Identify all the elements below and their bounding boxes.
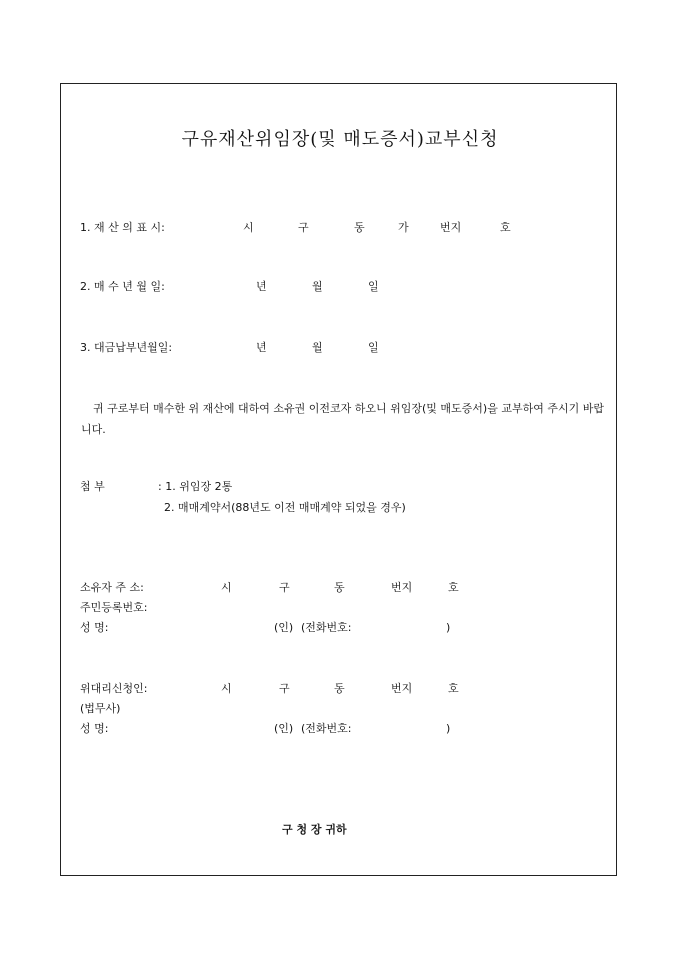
sale-date-year: 년 <box>256 280 267 293</box>
page-title: 구유재산위임장(및 매도증서)교부신청 <box>181 129 499 150</box>
payment-date-year: 년 <box>256 341 267 354</box>
owner-ho: 호 <box>448 581 459 594</box>
agent-phone-label: (전화번호: <box>301 722 352 735</box>
agent-si: 시 <box>221 682 232 695</box>
owner-address-label: 소유자 주 소: <box>80 581 144 594</box>
property-si: 시 <box>243 221 254 234</box>
owner-dong: 동 <box>334 581 345 594</box>
owner-phone-label: (전화번호: <box>301 621 352 634</box>
sale-date-day: 일 <box>368 280 379 293</box>
payment-date-month: 월 <box>312 341 323 354</box>
agent-dong: 동 <box>334 682 345 695</box>
owner-si: 시 <box>221 581 232 594</box>
attachments-label: 첨 부 <box>80 480 105 493</box>
property-label: 1. 재 산 의 표 시: <box>80 221 165 234</box>
sale-date-month: 월 <box>312 280 323 293</box>
owner-beonji: 번지 <box>391 581 413 594</box>
agent-sub-label: (법무사) <box>80 702 121 715</box>
agent-beonji: 번지 <box>391 682 413 695</box>
addressee: 구 청 장 귀하 <box>282 823 347 836</box>
agent-name-label: 성 명: <box>80 722 109 735</box>
attachment-item-1: : 1. 위임장 2통 <box>158 480 233 493</box>
payment-date-label: 3. 대금납부년월일: <box>80 341 173 354</box>
owner-seal: (인) <box>274 621 294 634</box>
property-beonji: 번지 <box>440 221 462 234</box>
property-dong: 동 <box>354 221 365 234</box>
owner-id-label: 주민등록번호: <box>80 601 148 614</box>
agent-gu: 구 <box>279 682 290 695</box>
owner-name-label: 성 명: <box>80 621 109 634</box>
agent-ho: 호 <box>448 682 459 695</box>
attachment-item-2: 2. 매매계약서(88년도 이전 매매계약 되었을 경우) <box>164 501 406 514</box>
owner-phone-close: ) <box>446 621 451 634</box>
agent-label: 위대리신청인: <box>80 682 148 695</box>
owner-gu: 구 <box>279 581 290 594</box>
agent-seal: (인) <box>274 722 294 735</box>
sale-date-label: 2. 매 수 년 월 일: <box>80 280 165 293</box>
agent-phone-close: ) <box>446 722 451 735</box>
property-ho: 호 <box>500 221 511 234</box>
request-body-text: 귀 구로부터 매수한 위 재산에 대하여 소유권 이전코자 하오니 위임장(및 매도증서)을 교부하여 주시기 바랍니다. <box>81 402 604 436</box>
payment-date-day: 일 <box>368 341 379 354</box>
form-border <box>60 83 617 876</box>
property-gu: 구 <box>298 221 309 234</box>
property-ga: 가 <box>398 221 409 234</box>
